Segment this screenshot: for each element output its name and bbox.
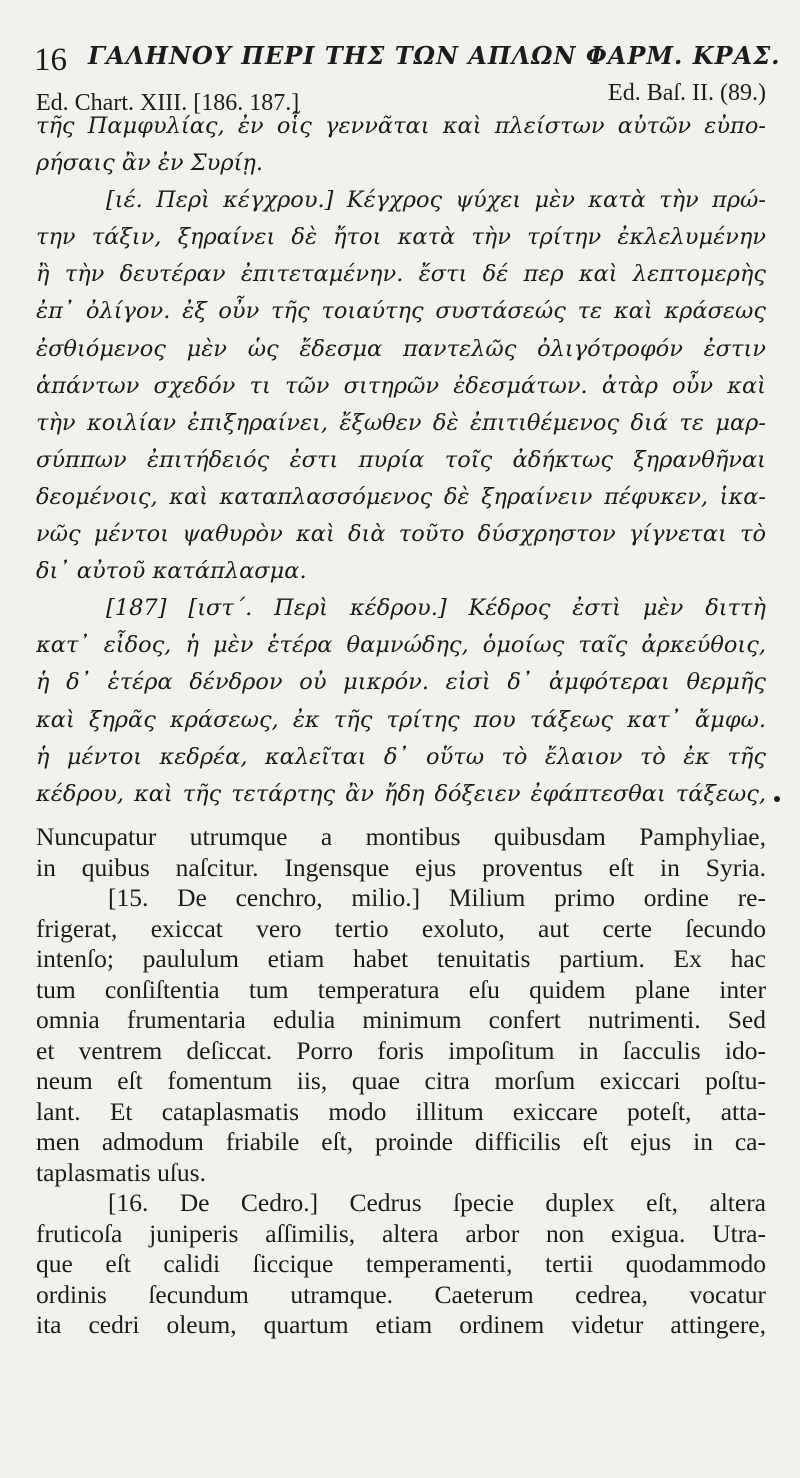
latin-line: taplasmatis uſus. [36,1157,206,1187]
greek-line: καὶ ξηρᾶς κράσεως, ἐκ τῆς τρίτης που τάξεως κατ᾽ ἄμφω. [36,706,766,733]
greek-line: νῶς μέντοι ψαθυρὸν καὶ διὰ τοῦτο δύσχρηστον γίγνεται τὸ [36,521,766,548]
greek-line: δεομένοις, καὶ καταπλασσόμενος δὲ ξηραίνειν πέφυκεν, ἱκα- [36,483,766,510]
latin-line: in quibus naſcitur. Ingensque ejus proventus eſt in Syria. [36,852,766,882]
greek-line: δι᾽ αὐτοῦ κατάπλασμα. [36,558,307,585]
greek-line: ἡ δ᾽ ἑτέρα δένδρον οὐ μικρόν. εἰσὶ δ᾽ ἀμφότεραι θερμῆς [36,669,766,696]
latin-line: intenſo; paululum etiam habet tenuitatis partium. Ex hac [36,944,766,973]
latin-line: Nuncupatur utrumque a montibus quibusdam Pamphyliae, [36,822,766,851]
greek-line: ρήσαις ἂν ἐν Συρίῃ. [36,150,264,177]
greek-line: ἡ μέντοι κεδρέα, καλεῖται δ᾽ οὕτω τὸ ἔλαιον τὸ ἐκ τῆς [36,743,766,770]
latin-line: ita cedri oleum, quartum etiam ordinem videtur attingere, [36,1310,766,1339]
margin-dot [774,796,780,802]
greek-line: [187] [ιστ΄. Περὶ κέδρου.] Κέδρος ἐστὶ μὲν διττὴ [106,595,766,622]
latin-line: que eſt calidi ſiccique temperamenti, tertii quodammodo [36,1249,766,1278]
greek-text-block [36,108,766,813]
page-number: 16 [34,42,67,78]
latin-line: frigerat, exiccat vero tertio exoluto, aut certe ſecundo [36,913,766,943]
latin-line: [16. De Cedro.] Cedrus ſpecie duplex eſt, altera [108,1188,766,1217]
greek-line: ἐπ᾽ ὀλίγον. ἐξ οὖν τῆς τοιαύτης συστάσεώς τε καὶ κράσεως [36,298,766,325]
greek-line: ἁπάντων σχεδόν τι τῶν σιτηρῶν ἐδεσμάτων. ἀτὰρ οὖν καὶ [36,372,766,399]
greek-line: ἢ τὴν δευτέραν ἐπιτεταμένην. ἔστι δέ περ καὶ λεπτομερὴς [36,261,766,288]
running-head: ΓΑΛΗΝΟΥ ΠΕΡΙ ΤΗΣ ΤΩΝ ΑΠΛΩΝ ΦΑΡΜ. ΚΡΑΣ. [88,41,781,70]
edition-reference-basel: Ed. Baſ. II. (89.) [608,80,766,106]
latin-line: et ventrem deſiccat. Porro foris impoſitum in ſacculis ido- [36,1035,766,1065]
latin-line: men admodum friabile eſt, proinde difficilis eſt ejus in ca- [36,1127,766,1156]
latin-line: ordinis ſecundum utramque. Caeterum cedrea, vocatur [36,1279,766,1309]
greek-line: τὴν κοιλίαν ἐπιξηραίνει, ἔξωθεν δὲ ἐπιτιθέμενος διά τε μαρ- [36,409,766,436]
latin-line: omnia frumentaria edulia minimum confert nutrimenti. Sed [36,1005,766,1034]
greek-line: τῆς Παμφυλίας, ἐν οἷς γεννᾶται καὶ πλείστων αὐτῶν εὐπο- [36,113,766,139]
greek-line: [ιέ. Περὶ κέγχρου.] Κέγχρος ψύχει μὲν κατὰ τὴν πρώ- [106,187,766,214]
latin-line: lant. Et cataplasmatis modo illitum exiccare poteſt, atta- [36,1096,766,1126]
edition-reference-chart: Ed. Chart. XIII. [186. 187.] [36,90,300,116]
latin-line: fruticoſa juniperis aſſimilis, altera arbor non exigua. Utra- [36,1218,766,1248]
greek-line: κατ᾽ εἶδος, ἡ μὲν ἑτέρα θαμνώδης, ὁμοίως ταῖς ἀρκεύθοις, [36,632,766,659]
latin-line: [15. De cenchro, milio.] Milium primo ordine re- [108,883,766,912]
latin-line: neum eſt fomentum iis, quae citra morſum exiccari poſtu- [36,1066,766,1095]
edition-references [36,78,766,116]
greek-line: κέδρου, καὶ τῆς τετάρτης ἂν ἤδη δόξειεν ἐφάπτεσθαι τάξεως, [36,780,766,807]
latin-text-block [36,822,766,1341]
latin-line: tum conſiſtentia tum temperatura eſu quidem plane inter [36,974,766,1004]
greek-line: την τάξιν, ξηραίνει δὲ ἤτοι κατὰ τὴν τρίτην ἐκλελυμένην [36,224,766,251]
page-header [34,28,781,78]
greek-line: σύππων ἐπιτήδειός ἐστι πυρία τοῖς ἀδήκτως ξηρανθῆναι [36,446,766,473]
greek-line: ἐσθιόμενος μὲν ὡς ἔδεσμα παντελῶς ὀλιγότροφόν ἐστιν [36,335,766,362]
